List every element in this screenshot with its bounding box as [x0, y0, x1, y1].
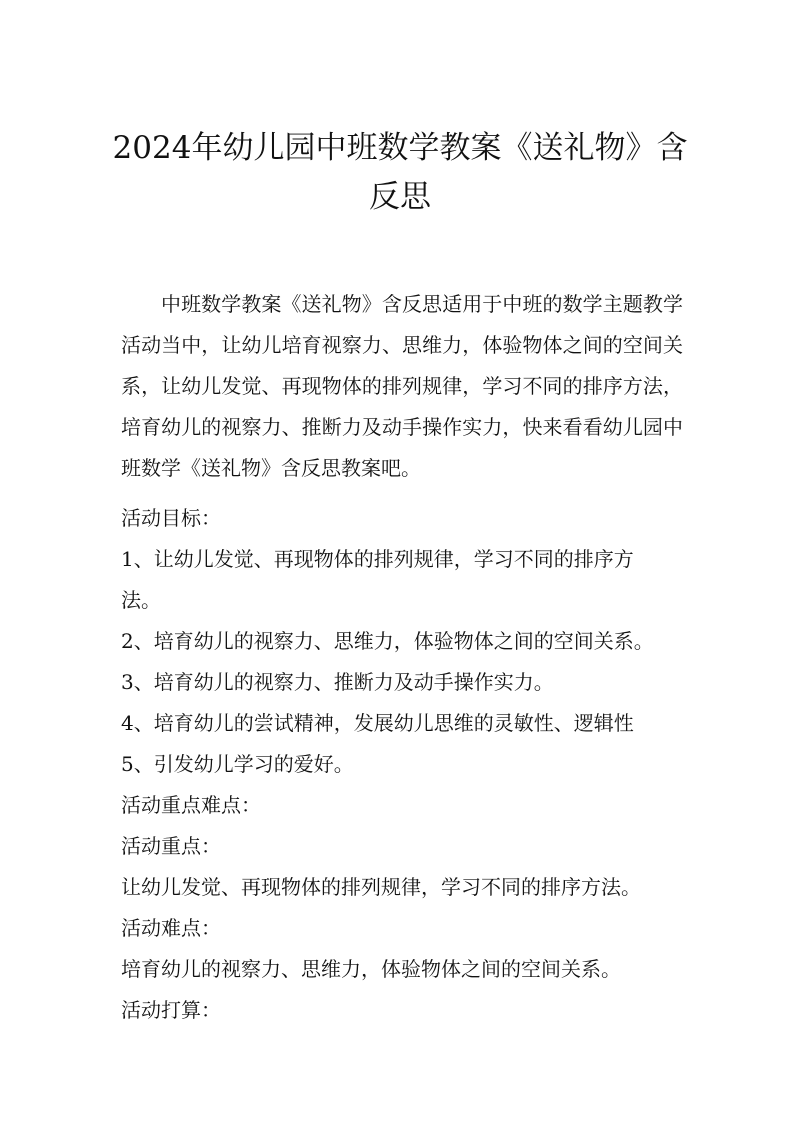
intro-paragraph: 中班数学教案《送礼物》含反思适用于中班的数学主题教学活动当中，让幼儿培育视察力、思维力，体验物体之间的空间关系，让幼儿发觉、再现物体的排列规律，学习不同的排序方法，培育幼儿的视察力、推断力及动手操作实力，快来看看幼儿园中班数学《送礼物》含反思教案吧。 [121, 292, 683, 480]
goals-heading: 活动目标： [121, 506, 221, 530]
difficult-text: 培育幼儿的视察力、思维力，体验物体之间的空间关系。 [121, 957, 621, 981]
key-heading: 活动重点： [121, 834, 221, 858]
key-difficult-heading: 活动重点难点： [121, 793, 261, 817]
goal-item-1-line-2: 法。 [121, 588, 161, 612]
goal-item-4: 4、培育幼儿的尝试精神，发展幼儿思维的灵敏性、逻辑性 [121, 711, 634, 735]
key-text: 让幼儿发觉、再现物体的排列规律，学习不同的排序方法。 [121, 875, 641, 899]
plan-heading: 活动打算： [121, 998, 221, 1022]
goal-item-1-line-1: 1、让幼儿发觉、再现物体的排列规律，学习不同的排序方 [121, 547, 634, 571]
goal-item-5: 5、引发幼儿学习的爱好。 [121, 752, 354, 776]
goal-item-3: 3、培育幼儿的视察力、推断力及动手操作实力。 [121, 670, 554, 694]
goal-item-2: 2、培育幼儿的视察力、思维力，体验物体之间的空间关系。 [121, 629, 654, 653]
page-title: 2024年幼儿园中班数学教案《送礼物》含反思 [112, 130, 688, 215]
difficult-heading: 活动难点： [121, 916, 221, 940]
